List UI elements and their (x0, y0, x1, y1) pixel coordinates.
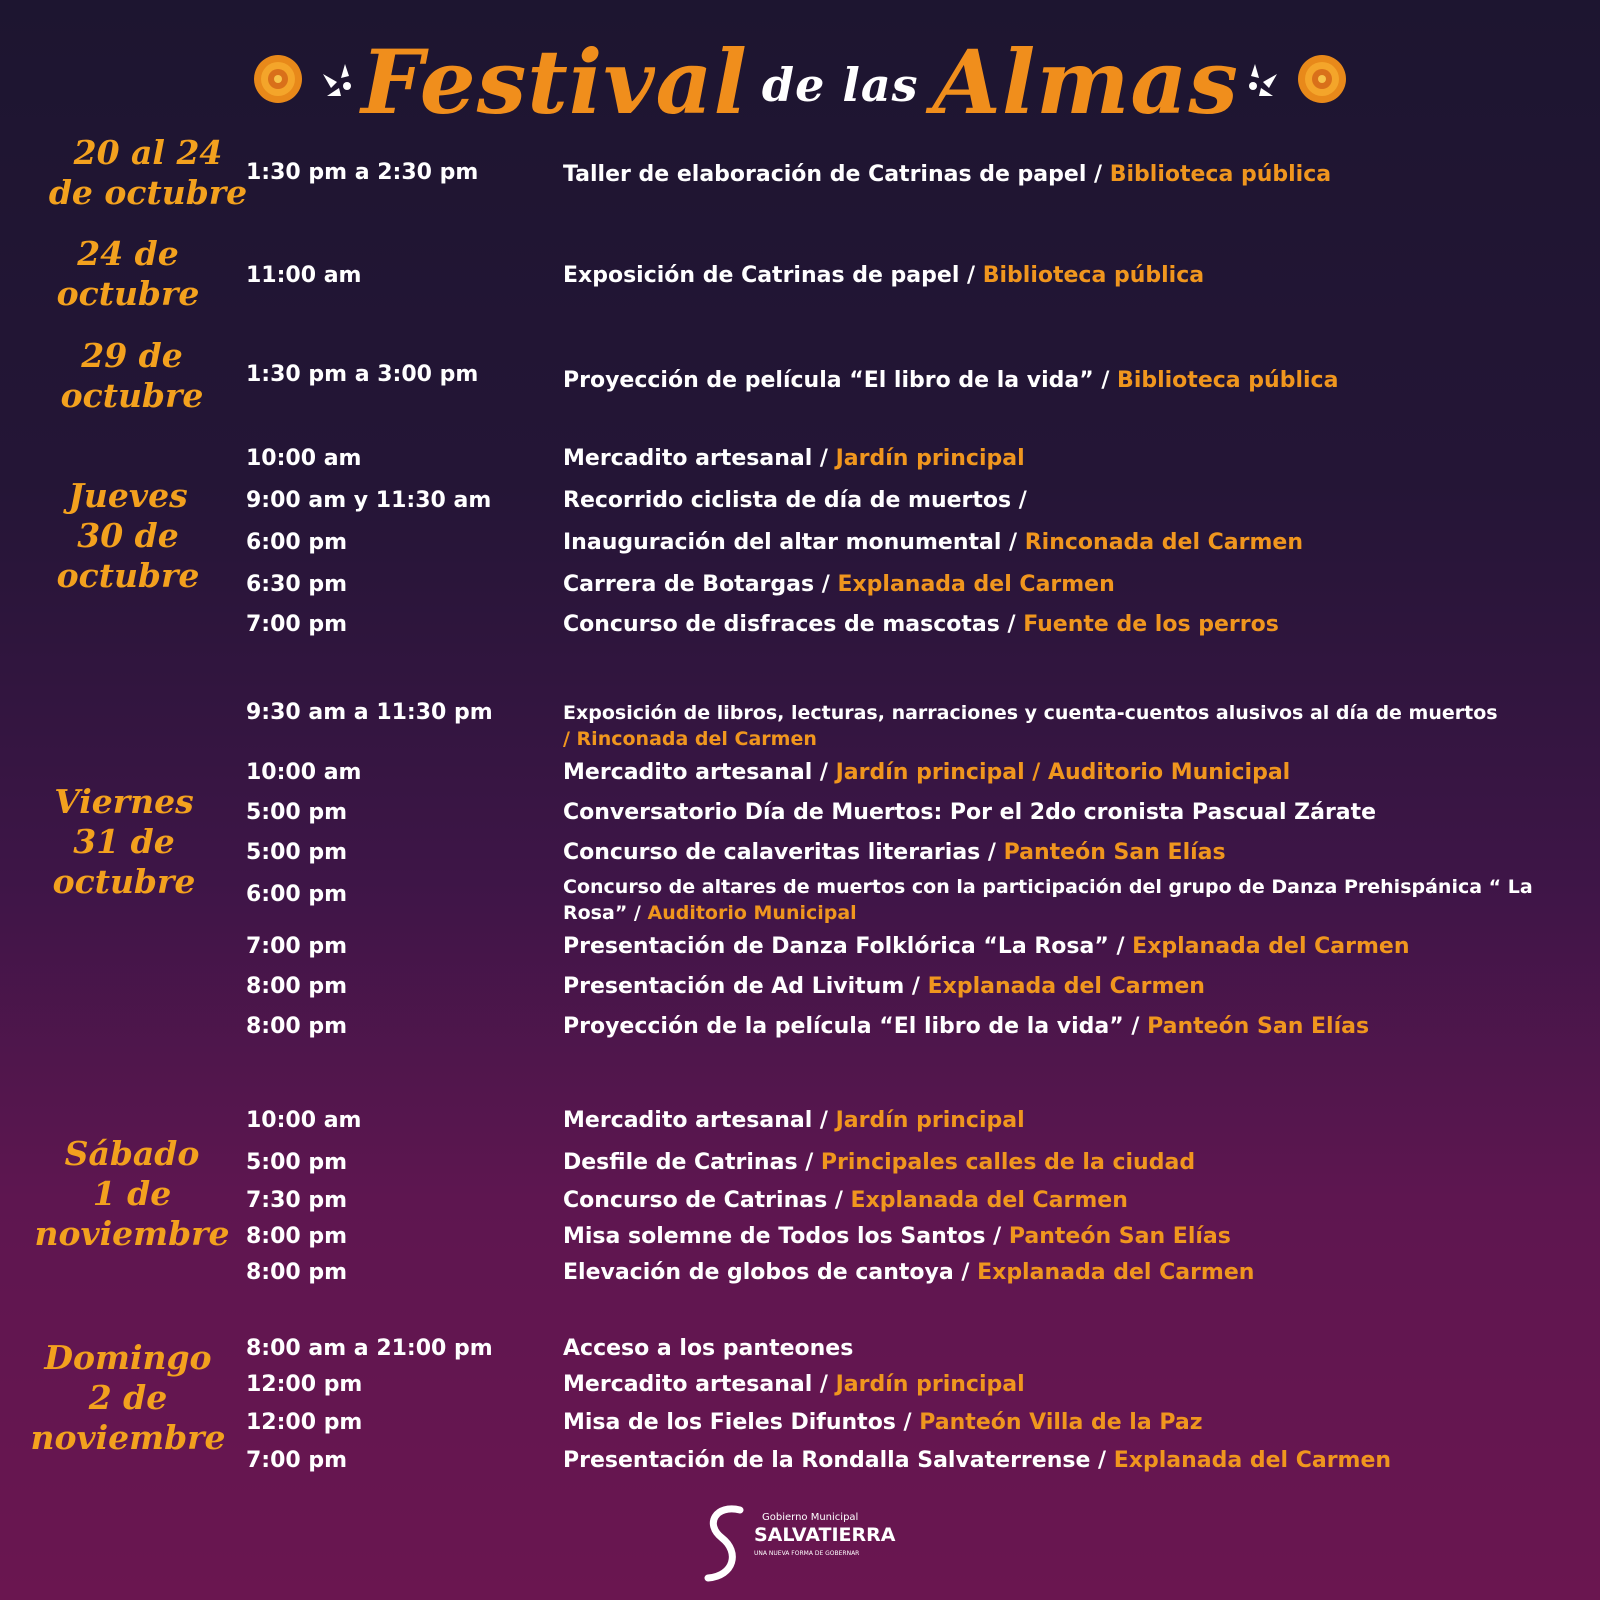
day-label-line: de octubre (48, 173, 248, 212)
event-place: Explanada del Carmen (850, 1188, 1128, 1213)
day-label-line: Domingo (44, 1338, 212, 1377)
activity-text: Concurso de disfraces de mascotas / (563, 612, 1024, 637)
event-activity (563, 1188, 1593, 1213)
event-place: Panteón San Elías (1008, 1224, 1231, 1249)
event-time: 5:00 pm (246, 1150, 348, 1175)
event-time: 10:00 am (246, 1108, 362, 1133)
event-time: 11:00 am (246, 263, 362, 288)
activity-text: Misa de los Fieles Difuntos / (563, 1410, 920, 1435)
event-time: 6:00 pm (246, 882, 348, 907)
event-activity (563, 488, 1593, 513)
event-time: 1:30 pm a 2:30 pm (246, 160, 479, 185)
activity-text: Taller de elaboración de Catrinas de papel / (563, 162, 1110, 187)
event-place: Principales calles de la ciudad (820, 1150, 1196, 1175)
event-activity (563, 700, 1593, 752)
activity-text: Exposición de libros, lecturas, narraciones y cuenta-cuentos alusivos al día de muertos (563, 702, 1498, 724)
day-label-line: Sábado (64, 1134, 200, 1173)
day-label-oct-24 (28, 234, 228, 314)
event-activity (563, 1260, 1593, 1285)
day-label-oct-29 (32, 336, 232, 416)
day-label-thursday (28, 476, 228, 596)
event-activity (563, 934, 1593, 959)
activity-text: Presentación de Ad Livitum / (563, 974, 928, 999)
day-label-line: noviembre (30, 1418, 226, 1457)
event-place: Rinconada del Carmen (1024, 530, 1304, 555)
day-label-saturday (32, 1134, 232, 1254)
day-label-line: 24 de (77, 234, 179, 273)
event-time: 5:00 pm (246, 800, 348, 825)
event-activity (563, 1108, 1593, 1133)
event-activity (563, 446, 1593, 471)
day-label-line: Viernes (54, 782, 194, 821)
event-place: Panteón San Elías (1003, 840, 1226, 865)
event-place: Explanada del Carmen (1132, 934, 1410, 959)
event-time: 1:30 pm a 3:00 pm (246, 362, 479, 387)
event-time: 8:00 pm (246, 1014, 348, 1039)
event-time: 9:30 am a 11:30 pm (246, 700, 493, 725)
day-label-line: 2 de (88, 1378, 168, 1417)
activity-text: Desfile de Catrinas / (563, 1150, 821, 1175)
event-place: Explanada del Carmen (977, 1260, 1255, 1285)
event-activity (563, 1372, 1593, 1397)
activity-text: Carrera de Botargas / (563, 572, 838, 597)
event-activity (563, 162, 1593, 187)
event-place: Explanada del Carmen (1113, 1448, 1392, 1473)
event-activity (563, 1224, 1593, 1249)
activity-text: Mercadito artesanal / (563, 446, 836, 471)
day-label-line: 1 de (92, 1174, 172, 1213)
event-place: Biblioteca pública (982, 263, 1205, 288)
event-time: 8:00 pm (246, 1224, 348, 1249)
activity-text: Proyección de la película “El libro de la vida” / (563, 1014, 1148, 1039)
day-label-line: octubre (56, 556, 200, 595)
event-place: Jardín principal (835, 446, 1025, 471)
event-place: Explanada del Carmen (837, 572, 1115, 597)
event-time: 7:00 pm (246, 1448, 348, 1473)
activity-text: Presentación de Danza Folklórica “La Rosa” / (563, 934, 1133, 959)
day-label-friday (24, 782, 224, 902)
activity-text: Elevación de globos de cantoya / (563, 1260, 978, 1285)
event-activity (563, 760, 1593, 785)
event-time: 7:00 pm (246, 612, 348, 637)
activity-text: Inauguración del altar monumental / (563, 530, 1025, 555)
day-label-line: 29 de (81, 336, 183, 375)
salvatierra-logo (696, 1500, 896, 1585)
event-activity (563, 1448, 1593, 1473)
day-label-oct-20-24 (48, 133, 248, 213)
day-label-line: octubre (56, 274, 200, 313)
logo-top-text: Gobierno Municipal (762, 1512, 859, 1523)
event-activity (563, 530, 1593, 555)
event-place: Auditorio Municipal (647, 902, 857, 924)
activity-text: Misa solemne de Todos los Santos / (563, 1224, 1009, 1249)
event-place: Jardín principal / Auditorio Municipal (835, 760, 1291, 785)
event-place: Explanada del Carmen (927, 974, 1205, 999)
event-time: 6:30 pm (246, 572, 348, 597)
event-place: / Rinconada del Carmen (563, 728, 817, 750)
event-activity (563, 1336, 1593, 1361)
activity-text: Mercadito artesanal / (563, 1108, 836, 1133)
event-place: Jardín principal (835, 1108, 1025, 1133)
event-activity (563, 874, 1593, 926)
event-place: Fuente de los perros (1023, 612, 1279, 637)
activity-text: Mercadito artesanal / (563, 1372, 836, 1397)
activity-text: Presentación de la Rondalla Salvaterrense / (563, 1448, 1114, 1473)
event-place: Panteón Villa de la Paz (919, 1410, 1203, 1435)
event-activity (563, 1150, 1593, 1175)
event-time: 6:00 pm (246, 530, 348, 555)
day-label-line: Jueves (68, 476, 188, 515)
event-activity (563, 368, 1593, 393)
event-place: Panteón San Elías (1147, 1014, 1370, 1039)
day-label-line: 20 al 24 (73, 133, 223, 172)
event-activity (563, 572, 1593, 597)
event-time: 7:30 pm (246, 1188, 348, 1213)
logo-tagline: UNA NUEVA FORMA DE GOBERNAR (754, 1550, 860, 1557)
day-label-line: octubre (52, 862, 196, 901)
event-time: 10:00 am (246, 760, 362, 785)
title-festival: Festival (361, 30, 748, 134)
event-activity (563, 1410, 1593, 1435)
event-activity (563, 974, 1593, 999)
activity-text: Mercadito artesanal / (563, 760, 836, 785)
logo-name: SALVATIERRA (754, 1524, 896, 1546)
event-time: 12:00 pm (246, 1410, 363, 1435)
salvatierra-s-icon (696, 1500, 756, 1585)
activity-text: Concurso de Catrinas / (563, 1188, 851, 1213)
day-label-line: 30 de (77, 516, 179, 555)
activity-text: Recorrido ciclista de día de muertos / (563, 488, 1027, 513)
event-activity (563, 840, 1593, 865)
event-time: 8:00 pm (246, 974, 348, 999)
event-activity (563, 612, 1593, 637)
event-activity (563, 263, 1593, 288)
activity-text: Proyección de película “El libro de la vida” / (563, 368, 1118, 393)
event-place: Biblioteca pública (1117, 368, 1339, 393)
day-label-line: noviembre (34, 1214, 230, 1253)
event-time: 12:00 pm (246, 1372, 363, 1397)
event-time: 9:00 am y 11:30 am (246, 488, 492, 513)
event-time: 10:00 am (246, 446, 362, 471)
day-label-line: octubre (60, 376, 204, 415)
event-activity (563, 1014, 1593, 1039)
event-place: Biblioteca pública (1109, 162, 1332, 187)
activity-text: Concurso de altares de muertos con la participación del grupo de Danza Prehispánica “ La Rosa” / (563, 876, 1533, 924)
activity-text: Acceso a los panteones (563, 1336, 854, 1361)
event-time: 7:00 pm (246, 934, 348, 959)
activity-text: Concurso de calaveritas literarias / (563, 840, 1004, 865)
activity-text: Exposición de Catrinas de papel / (563, 263, 983, 288)
event-activity (563, 800, 1593, 825)
event-time: 8:00 pm (246, 1260, 348, 1285)
event-time: 8:00 am a 21:00 pm (246, 1336, 493, 1361)
activity-text: Conversatorio Día de Muertos: Por el 2do cronista Pascual Zárate (563, 800, 1377, 825)
title-de-las: de las (761, 58, 919, 112)
day-label-line: 31 de (73, 822, 175, 861)
title-almas: Almas (932, 30, 1239, 134)
day-label-sunday (28, 1338, 228, 1458)
event-place: Jardín principal (835, 1372, 1025, 1397)
event-time: 5:00 pm (246, 840, 348, 865)
